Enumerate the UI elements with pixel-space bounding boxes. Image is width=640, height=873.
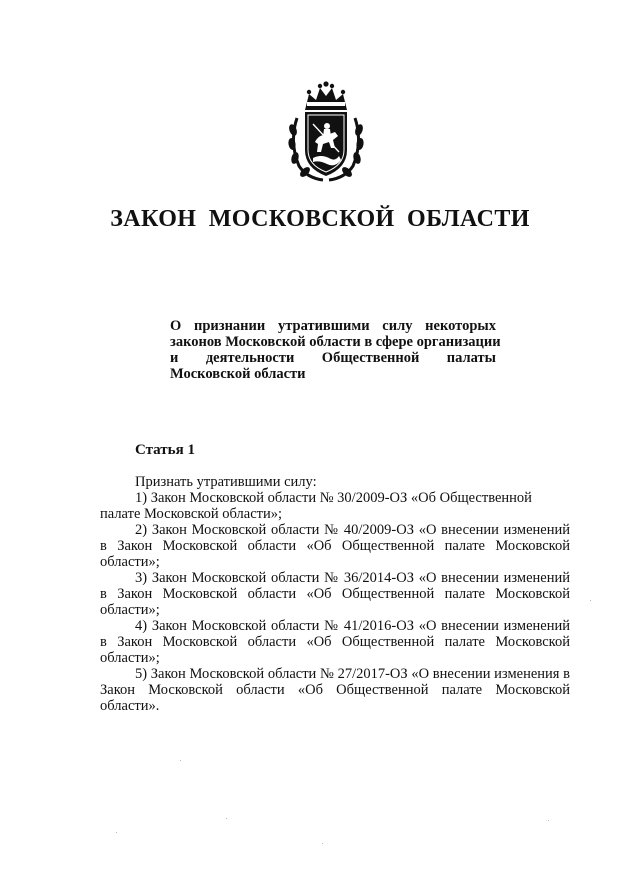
repealed-law-item: 5) Закон Московской области № 27/2017-ОЗ «О внесении изменения в Закон Московской области «Об Общественной палате Московской области». <box>100 666 570 714</box>
article-heading: Статья 1 <box>135 442 195 458</box>
repealed-law-item: 4) Закон Московской области № 41/2016-ОЗ «О внесении изменений в Закон Московской области «Об Общественной палате Московской области»; <box>100 618 570 666</box>
subject-line: законов Московской области в сфере организации <box>170 334 501 350</box>
article-body <box>100 474 570 714</box>
subject-line: и деятельности Общественной палаты <box>170 350 496 366</box>
subject-line: О признании утратившими силу некоторых <box>170 318 496 334</box>
article-intro: Признать утратившими силу: <box>135 474 317 490</box>
repealed-law-item: 2) Закон Московской области № 40/2009-ОЗ «О внесении изменений в Закон Московской области «Об Общественной палате Московской области»; <box>100 522 570 570</box>
repealed-law-item: 1) Закон Московской области № 30/2009-ОЗ «Об Общественной палате Московской области»; <box>100 490 532 522</box>
coat-of-arms-icon <box>283 80 369 184</box>
law-subject <box>170 318 501 382</box>
law-title: ЗАКОН МОСКОВСКОЙ ОБЛАСТИ <box>110 206 530 232</box>
subject-line: Московской области <box>170 366 306 382</box>
repealed-law-item: 3) Закон Московской области № 36/2014-ОЗ «О внесении изменений в Закон Московской области «Об Общественной палате Московской области»; <box>100 570 570 618</box>
